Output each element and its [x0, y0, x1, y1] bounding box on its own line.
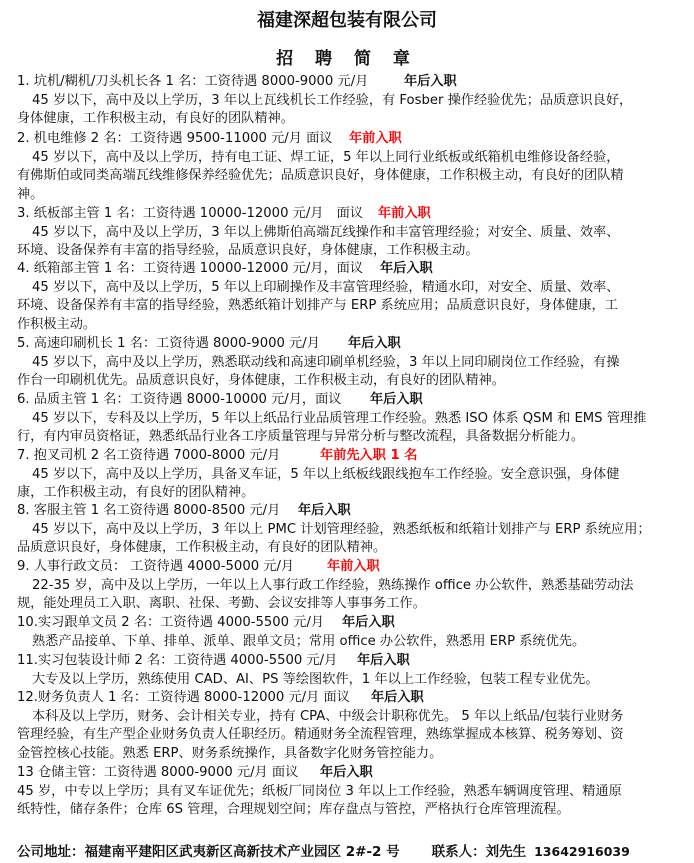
- job-title-salary: 3. 纸板部主管 1 名：工资待遇 10000-12000 元/月 面议: [17, 206, 364, 221]
- job-requirement-line: 45 岁以下，高中及以上学历，5 年以上印刷操作及丰富管理经验，精通水印，对安全、质量、效率、: [32, 279, 620, 295]
- job-requirement-line: 大专及以上学历，熟练使用 CAD、AI、PS 等绘图软件，1 年以上工作经验，包装工程专业优先。: [32, 671, 599, 687]
- job-requirement-line: 规，能处理员工入职、离职、社保、考勤、会议安排等人事事务工作。: [17, 596, 426, 612]
- job-requirement-line: 品质意识良好，身体健康，工作积极主动，有良好的团队精神。: [17, 540, 387, 556]
- job-title-salary: 10.实习跟单文员 2 名：工资待遇 4000-5500 元/月: [17, 615, 325, 630]
- job-header: [17, 502, 677, 521]
- job-requirement-line: 行，有内审员资格证，熟悉纸品行业各工序质量管理与异常分析与整改流程，具备数据分析能力。: [17, 429, 585, 445]
- job-header: [17, 652, 677, 671]
- job-title-salary: 12.财务负责人 1 名：工资待遇 8000-12000 元/月 面议: [17, 690, 350, 705]
- job-title-salary: 5. 高速印刷机长 1 名：工资待遇 8000-9000 元/月: [17, 336, 320, 351]
- job-requirement-line: 本科及以上学历，财务、会计相关专业，持有 CPA、中级会计职称优先。 5 年以上纸品/包装行业财务: [32, 708, 624, 724]
- contact-phone: 13642916039: [534, 844, 630, 859]
- job-title-salary: 7. 抱叉司机 2 名工资待遇 7000-8000 元/月: [17, 448, 281, 463]
- job-title-salary: 1. 坑机/糊机/刀头机长各 1 名：工资待遇 8000-9000 元/月: [17, 74, 369, 89]
- job-requirement-line: 有佛斯伯或同类高端瓦线维修保养经验优先；品质意识良好，身体健康，工作积极主动，有良好的团队精: [17, 168, 624, 184]
- job-posting: [17, 260, 677, 335]
- job-posting: [17, 502, 677, 558]
- job-header: [17, 447, 677, 466]
- job-title-salary: 11.实习包装设计师 2 名：工资待遇 4000-5500 元/月: [17, 653, 338, 668]
- job-requirement-line: 纸特性，储存条件；仓库 6S 管理，合理规划空间；库存盘点与管控，严格执行仓库管理流程。: [17, 802, 570, 818]
- job-posting: [17, 652, 677, 689]
- start-date-status: 年后入职: [404, 74, 457, 89]
- job-posting: [17, 689, 677, 764]
- start-date-status: 年后入职: [342, 615, 395, 630]
- job-title-salary: 13 仓储主管：工资待遇 8000-9000 元/月 面议: [17, 765, 299, 780]
- job-posting: [17, 764, 677, 820]
- job-header: [17, 73, 677, 92]
- job-requirement-line: 康，工作积极主动，有良好的团队精神。: [17, 485, 255, 501]
- job-requirement-line: 45 岁，中专以上学历；具有叉车证优先；纸板厂同岗位 3 年以上工作经验，熟悉车辆调度管理、精通原: [17, 783, 622, 799]
- start-date-status: 年前入职: [349, 131, 402, 146]
- start-date-status: 年前先入职 1 名: [320, 448, 418, 463]
- job-requirement-line: 身体健康，工作积极主动，有良好的团队精神。: [17, 111, 294, 127]
- company-address: 公司地址：福建南平建阳区武夷新区高新技术产业园区 2#-2 号: [17, 844, 400, 860]
- page-subtitle: 招 聘 简 章: [276, 49, 418, 69]
- job-posting: [17, 205, 677, 261]
- footer: [17, 840, 630, 860]
- job-posting: [17, 558, 677, 614]
- start-date-status: 年后入职: [320, 765, 373, 780]
- start-date-status: 年后入职: [370, 392, 423, 407]
- job-title-salary: 8. 客服主管 1 名工资待遇 8000-8500 元/月: [17, 503, 281, 518]
- job-header: [17, 260, 677, 279]
- start-date-status: 年后入职: [357, 653, 410, 668]
- start-date-status: 年前入职: [327, 559, 380, 574]
- job-header: [17, 130, 677, 149]
- job-requirement-line: 环境、设备保养有丰富的指导经验，熟悉纸箱计划排产与 ERP 系统应用；品质意识良好，身体健康，工: [17, 298, 618, 314]
- start-date-status: 年后入职: [298, 503, 351, 518]
- contact-person: 联系人：刘先生: [431, 844, 527, 860]
- job-requirement-line: 作台一印刷机优先。品质意识良好，身体健康，工作积极主动，有良好的团队精神。: [17, 373, 505, 389]
- job-title-salary: 2. 机电维修 2 名：工资待遇 9500-11000 元/月 面议: [17, 131, 333, 146]
- job-posting: [17, 73, 677, 129]
- job-header: [17, 614, 677, 633]
- job-title-salary: 4. 纸箱部主管 1 名：工资待遇 10000-12000 元/月，面议: [17, 261, 364, 276]
- job-requirement-line: 作积极主动。: [17, 317, 97, 333]
- job-posting: [17, 130, 677, 205]
- job-title-salary: 6. 品质主管 1 名：工资待遇 8000-10000 元/月，面议: [17, 392, 342, 407]
- job-requirement-line: 45 岁以下，专科及以上学历，5 年以上纸品行业品质管理工作经验。熟悉 ISO 体系 QSM 和 EMS 管理推: [32, 410, 647, 426]
- job-posting: [17, 391, 677, 447]
- job-posting: [17, 447, 677, 503]
- start-date-status: 年后入职: [380, 261, 433, 276]
- job-requirement-line: 45 岁以下，高中及以上学历，3 年以上瓦线机长工作经验，有 Fosber 操作经验优先；品质意识良好，: [32, 92, 633, 108]
- job-requirement-line: 45 岁以下，高中及以上学历，3 年以上 PMC 计划管理经验，熟悉纸板和纸箱计划排产与 ERP 系统应用；: [32, 521, 651, 537]
- start-date-status: 年后入职: [371, 690, 424, 705]
- start-date-status: 年前入职: [378, 206, 431, 221]
- job-requirement-line: 金管控核心技能。熟悉 ERP、财务系统操作，具备数字化财务管控能力。: [17, 746, 443, 762]
- job-requirement-line: 45 岁以下，高中及以上学历，持有电工证、焊工证，5 年以上同行业纸板或纸箱机电维修设备经验，: [32, 149, 620, 165]
- job-header: [17, 764, 677, 783]
- job-header: [17, 391, 677, 410]
- job-posting: [17, 614, 677, 651]
- job-requirement-line: 环境、设备保养有丰富的指导经验，品质意识良好，身体健康，工作积极主动。: [17, 243, 479, 259]
- job-requirement-line: 45 岁以下，高中及以上学历，3 年以上佛斯伯高端瓦线操作和丰富管理经验；对安全、质量、效率、: [32, 224, 620, 240]
- start-date-status: 年后入职: [348, 336, 401, 351]
- job-header: [17, 205, 677, 224]
- job-requirement-line: 22-35 岁，高中及以上学历，一年以上人事行政工作经验，熟练操作 office 办公软件，熟悉基础劳动法: [32, 577, 634, 593]
- job-header: [17, 558, 677, 577]
- job-requirement-line: 管理经验，有生产型企业财务负责人任职经历。精通财务全流程管理，熟练掌握成本核算、税务筹划、资: [17, 727, 624, 743]
- company-title: 福建深超包装有限公司: [257, 10, 437, 31]
- job-title-salary: 9. 人事行政文员： 工资待遇 4000-5000 元/月: [17, 559, 295, 574]
- job-header: [17, 689, 677, 708]
- job-header: [17, 335, 677, 354]
- job-posting: [17, 335, 677, 391]
- job-requirement-line: 神。: [17, 187, 44, 203]
- job-requirement-line: 45 岁以下，高中及以上学历，具备叉车证，5 年以上纸板线跟线抱车工作经验。安全意识强，身体健: [32, 466, 620, 482]
- job-requirement-line: 45 岁以下，高中及以上学历，熟悉联动线和高速印刷单机经验，3 年以上同印刷岗位工作经验，有操: [32, 354, 620, 370]
- job-requirement-line: 熟悉产品接单、下单、排单、派单、跟单文员；常用 office 办公软件，熟悉用 ERP 系统优先。: [32, 633, 586, 649]
